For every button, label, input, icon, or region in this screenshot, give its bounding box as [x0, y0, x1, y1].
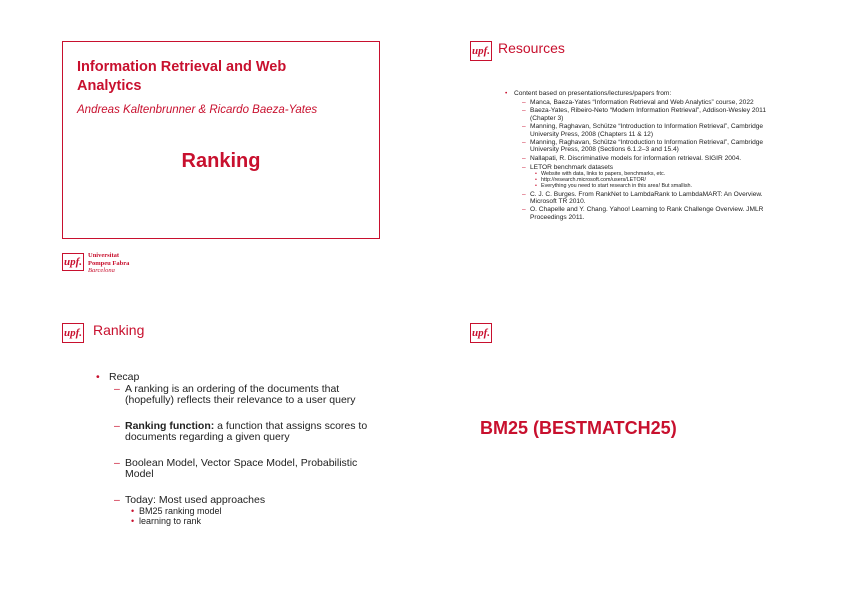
slide1-heading: Ranking [181, 150, 261, 172]
university-name [88, 252, 129, 275]
ranking-content [96, 372, 386, 526]
resources-list [500, 90, 790, 221]
list-item: • http://research.microsoft.com/users/LETOR/ [500, 177, 790, 183]
upf-logo-icon: upf. [470, 323, 492, 343]
list-item: – Boolean Model, Vector Space Model, Probabilistic Model [96, 458, 386, 481]
upf-logo-icon: upf. [62, 323, 84, 343]
list-item: – LETOR benchmark datasets [500, 164, 790, 171]
list-item: • Everything you need to start research in this area! But smallish. [500, 183, 790, 189]
upf-logo-icon: upf. [62, 253, 84, 271]
list-item: – C. J. C. Burges. From RankNet to LambdaRank to LambdaMART: An Overview. Microsoft TR 2010. [500, 191, 790, 205]
university-line: Universitat [88, 252, 120, 259]
university-line: Barcelona [88, 267, 115, 274]
slide3-title: Ranking [93, 322, 145, 338]
ranking-function-term: Ranking function: [125, 419, 215, 432]
list-item: – Manca, Baeza-Yates “Information Retrieval and Web Analytics” course, 2022 [500, 99, 790, 106]
university-line: Pompeu Fabra [88, 259, 130, 267]
slide4-heading: BM25 (BESTMATCH25) [480, 418, 677, 438]
course-title: Information Retrieval and Web Analytics [77, 59, 287, 94]
list-item: – A ranking is an ordering of the documents that (hopefully) reflects their relevance to a user query [96, 384, 386, 407]
list-item: – O. Chapelle and Y. Chang. Yahoo! Learning to Rank Challenge Overview. JMLR Proceedings 2011. [500, 206, 790, 220]
list-item: • Recap [96, 372, 386, 384]
list-item [96, 421, 386, 444]
list-item: – Manning, Raghavan, Schütze “Introduction to Information Retrieval”, Cambridge University Press, 2008 (Sections 6.1.2–3 and 15.4) [500, 139, 790, 153]
course-authors: Andreas Kaltenbrunner & Ricardo Baeza-Yates [77, 104, 318, 116]
upf-logo-icon: upf. [470, 41, 492, 61]
list-item: – Baeza-Yates, Ribeiro-Neto “Modern Information Retrieval”, Addison-Wesley 2011 (Chapter 3) [500, 107, 790, 121]
list-item: • Content based on presentations/lectures/papers from: [500, 90, 790, 97]
list-item: • Website with data, links to papers, benchmarks, etc. [500, 171, 790, 177]
slide2-title: Resources [498, 40, 565, 56]
list-item: • learning to rank [96, 516, 386, 526]
list-item: – Today: Most used approaches [96, 495, 386, 507]
ranking-function-definition: a function that assigns scores to documents regarding a given query [125, 419, 368, 443]
list-item: – Manning, Raghavan, Schütze “Introduction to Information Retrieval”, Cambridge University Press, 2008 (Chapters 11 & 12) [500, 123, 790, 137]
list-item: • BM25 ranking model [96, 506, 386, 516]
list-item: – Nallapati, R. Discriminative models for information retrieval. SIGIR 2004. [500, 155, 790, 162]
